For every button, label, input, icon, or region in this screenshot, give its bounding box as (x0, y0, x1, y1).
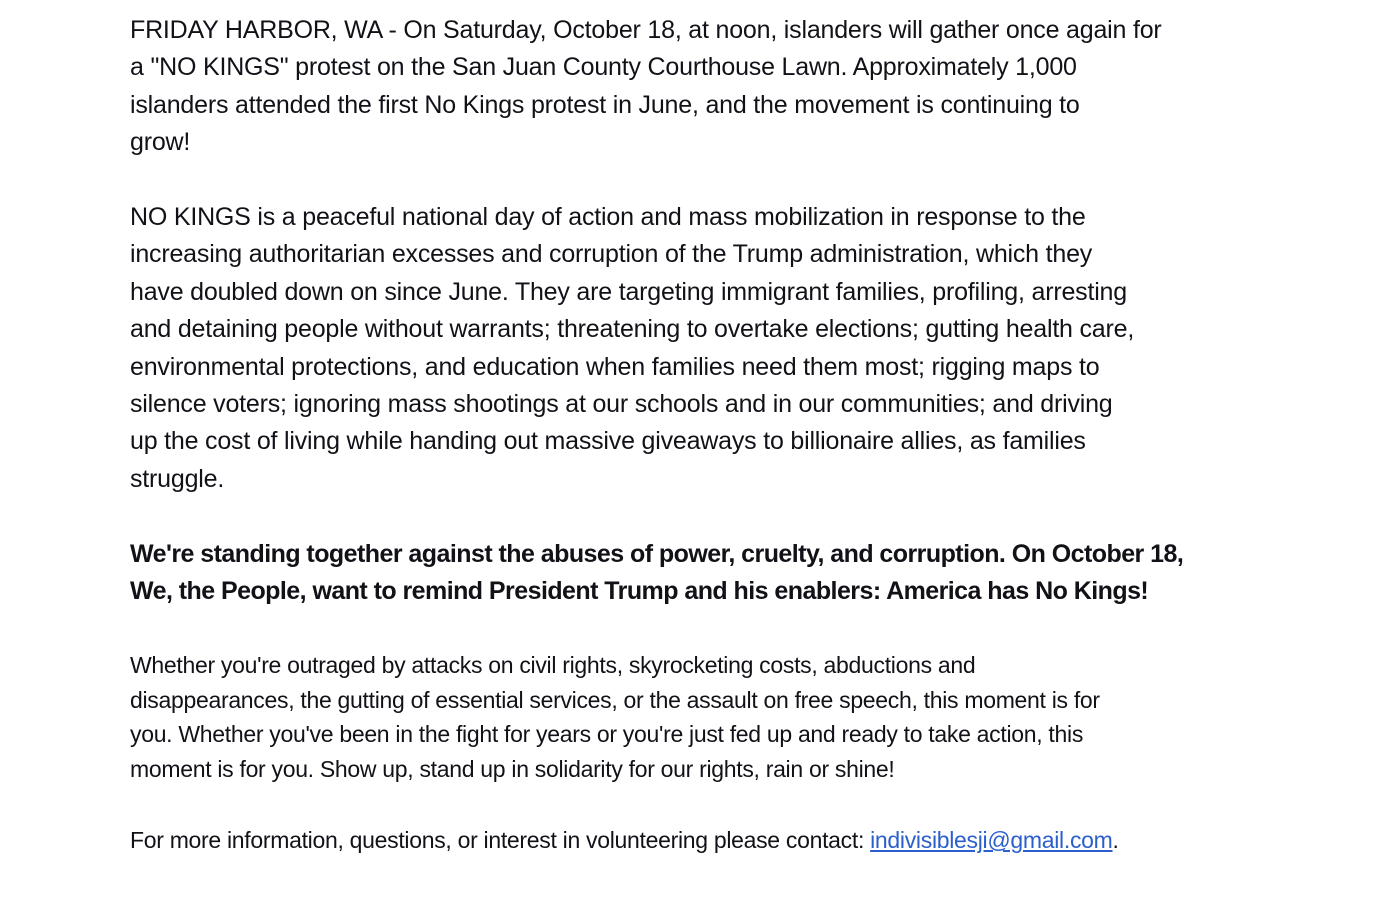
text-line: disappearances, the gutting of essential services, or the assault on free speech, this moment is for (130, 686, 1100, 713)
paragraph-contact (130, 823, 1290, 858)
article-body (130, 12, 1290, 858)
text-line: and detaining people without warrants; threatening to overtake elections; gutting health care, (130, 315, 1135, 344)
text-line: FRIDAY HARBOR, WA - On Saturday, October 18, at noon, islanders will gather once again for (130, 16, 1162, 44)
text-line: grow! (130, 128, 191, 157)
text-line: a "NO KINGS" protest on the San Juan County Courthouse Lawn. Approximately 1,000 (130, 53, 1077, 82)
text-line: moment is for you. Show up, stand up in solidarity for our rights, rain or shine! (130, 755, 895, 782)
contact-prefix: For more information, questions, or interest in volunteering please contact: (130, 827, 871, 854)
text-line: environmental protections, and education when families need them most; rigging maps to (130, 352, 1100, 381)
text-line: silence voters; ignoring mass shootings at our schools and in our communities; and driving (130, 390, 1113, 419)
contact-suffix: . (1112, 827, 1119, 854)
text-line: you. Whether you've been in the fight for years or you're just fed up and ready to take action, this (130, 721, 1084, 748)
contact-email-link[interactable]: indivisiblesji@gmail.com (870, 827, 1113, 854)
text-line: have doubled down on since June. They are targeting immigrant families, profiling, arresting (130, 277, 1127, 306)
text-line: up the cost of living while handing out massive giveaways to billionaire allies, as families (130, 427, 1086, 456)
text-line: increasing authoritarian excesses and corruption of the Trump administration, which they (130, 240, 1093, 269)
text-line: Whether you're outraged by attacks on civil rights, skyrocketing costs, abductions and (130, 652, 976, 679)
paragraph-description (130, 199, 1290, 498)
paragraph-statement-bold (130, 536, 1290, 611)
text-line: We're standing together against the abuses of power, cruelty, and corruption. On October 18, (130, 539, 1184, 568)
paragraph-call-to-action (130, 648, 1290, 786)
text-line: islanders attended the first No Kings protest in June, and the movement is continuing to (130, 90, 1080, 119)
text-line: NO KINGS is a peaceful national day of action and mass mobilization in response to the (130, 203, 1086, 232)
paragraph-announcement (130, 12, 1290, 162)
text-line: struggle. (130, 464, 225, 493)
text-line: We, the People, want to remind President Trump and his enablers: America has No Kings! (130, 577, 1149, 606)
